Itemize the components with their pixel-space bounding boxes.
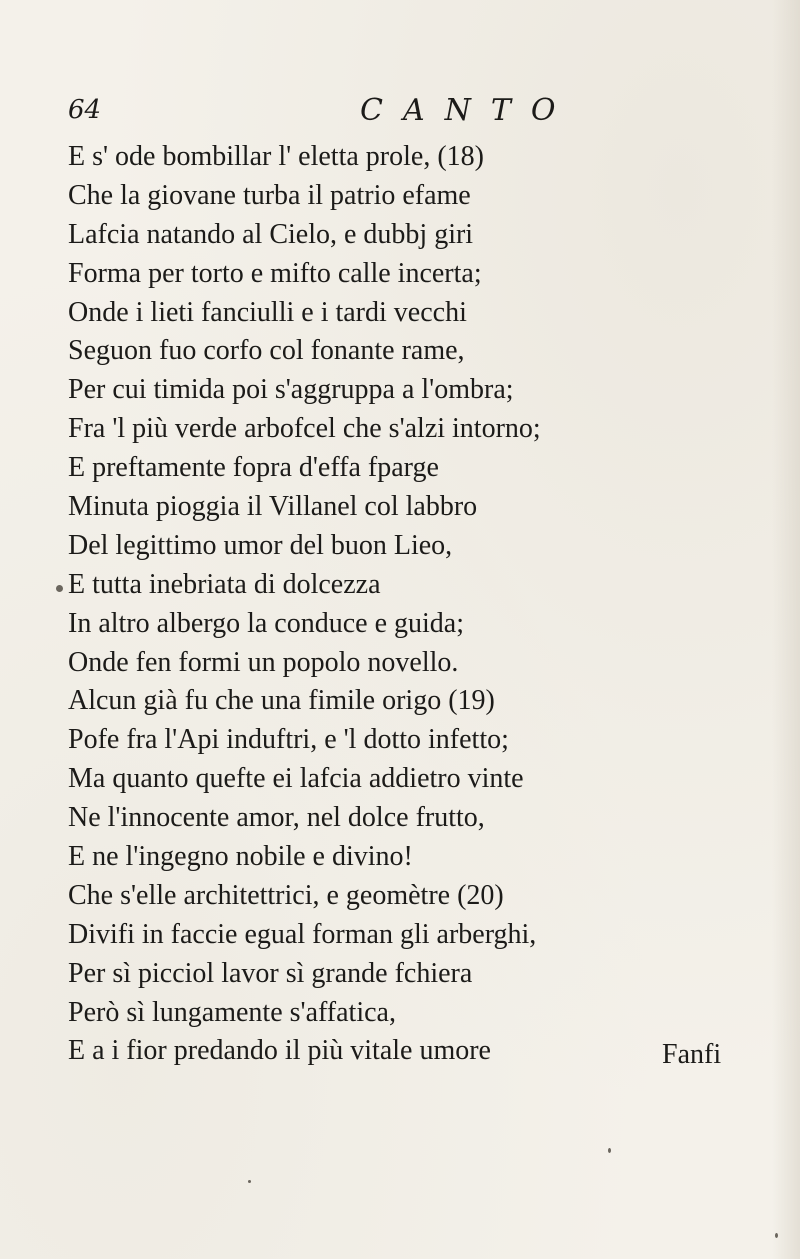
verse-block <box>68 138 758 1071</box>
ink-speck <box>775 1233 778 1238</box>
ink-speck <box>248 1180 251 1183</box>
page-header <box>68 95 708 135</box>
page-edge-shadow <box>772 0 800 1259</box>
verse-line: Però sì lungamente s'affatica, <box>68 996 396 1028</box>
verse-line: Minuta pioggia il Villanel col labbro <box>68 491 478 523</box>
verse-line: Fra 'l più verde arbofcel che s'alzi intorno; <box>68 413 541 445</box>
verse-line: E tutta inebriata di dolcezza <box>68 568 381 600</box>
verse-line: Divifi in faccie egual forman gli arberghi, <box>68 918 537 950</box>
verse-line: Che la giovane turba il patrio efame <box>68 179 471 211</box>
ink-speck <box>608 1148 611 1153</box>
page-number: 64 <box>68 95 102 125</box>
verse-line: E s' ode bombillar l' eletta prole, (18) <box>68 141 484 172</box>
verse-line: Lafcia natando al Cielo, e dubbj giri <box>68 218 474 250</box>
verse-line: Che s'elle architettrici, e geomètre (20) <box>68 879 504 911</box>
verse-line: Alcun già fu che una fimile origo (19) <box>68 685 495 717</box>
verse-line: E a i fior predando il più vitale umore <box>68 1035 491 1067</box>
verse-line: Ma quanto quefte ei lafcia addietro vinte <box>68 763 524 795</box>
verse-line: Per sì picciol lavor sì grande fchiera <box>68 957 473 989</box>
verse-line: Ne l'innocente amor, nel dolce frutto, <box>68 802 485 834</box>
running-title: CANTO <box>360 93 576 128</box>
verse-line: Onde i lieti fanciulli e i tardi vecchi <box>68 296 467 328</box>
verse-line: Del legittimo umor del buon Lieo, <box>68 529 453 561</box>
verse-line: E preftamente fopra d'effa fparge <box>68 452 439 484</box>
verse-line: Seguon fuo corfo col fonante rame, <box>68 335 465 367</box>
ink-speck <box>56 585 63 592</box>
verse-line: Forma per torto e mifto calle incerta; <box>68 257 482 289</box>
verse-line: E ne l'ingegno nobile e divino! <box>68 841 413 873</box>
verse-line: In altro albergo la conduce e guida; <box>68 607 464 639</box>
verse-line: Pofe fra l'Api induftri, e 'l dotto infetto; <box>68 724 509 756</box>
verse-line: Onde fen formi un popolo novello. <box>68 646 459 678</box>
catchword: Fanfi <box>662 1039 722 1070</box>
verse-line: Per cui timida poi s'aggruppa a l'ombra; <box>68 374 514 406</box>
